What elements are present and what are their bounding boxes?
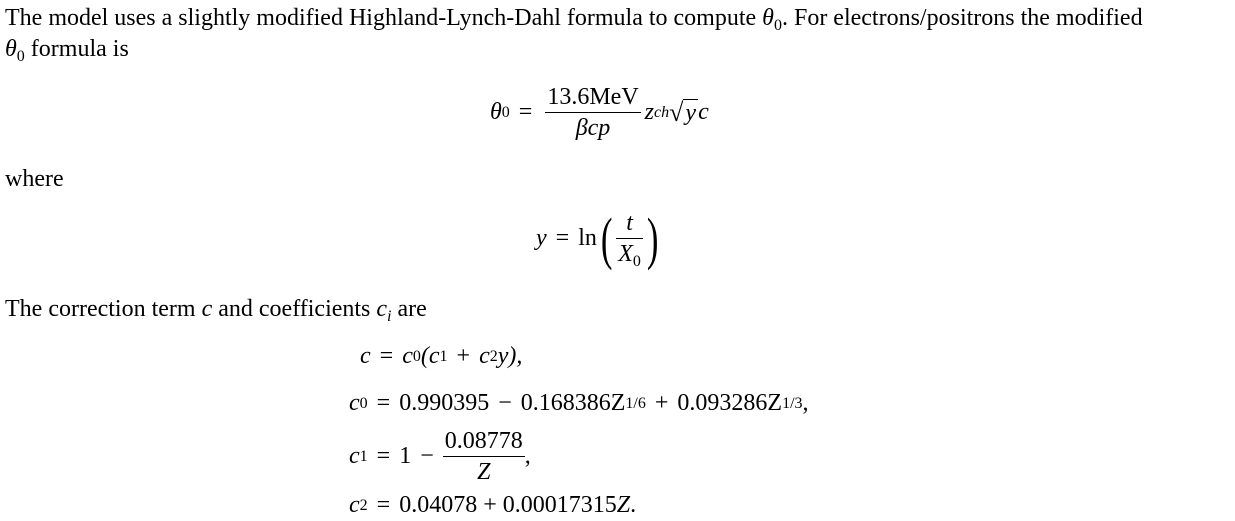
correction-text: The correction term xyxy=(5,296,202,322)
right-paren: ) xyxy=(646,205,659,271)
ci-symbol: c xyxy=(376,296,388,322)
eq-tail: , xyxy=(802,390,809,416)
c-symbol: c xyxy=(201,296,213,322)
c-symbol: c xyxy=(698,99,709,125)
eq-tail: y), xyxy=(497,343,523,369)
theta-symbol: θ xyxy=(5,36,17,62)
equation-c1: c 1 = 1 − $\frac{0.08778}{Z}$ , xyxy=(349,428,531,485)
c-symbol: c xyxy=(402,343,413,369)
minus-sign: − xyxy=(498,390,512,416)
eq-tail: , xyxy=(524,443,531,469)
intro-line-1 xyxy=(5,3,1143,34)
number: 1 xyxy=(399,443,412,469)
equation-c: c = c 0 (c 1 + c 2 y), xyxy=(360,343,523,369)
fraction xyxy=(443,426,525,487)
x-subscript: 0 xyxy=(632,253,641,270)
eq-lhs: c xyxy=(349,443,360,469)
equation-y xyxy=(536,205,662,271)
intro-line-2 xyxy=(5,34,129,65)
number: 0.990395 xyxy=(399,390,490,416)
equals-sign: = xyxy=(518,99,533,125)
c-symbol: c xyxy=(479,343,490,369)
equals-sign: = xyxy=(555,225,570,251)
number: 0.04078 + 0.00017315 xyxy=(399,492,617,518)
minus-sign: − xyxy=(420,443,434,469)
eq-tail: . xyxy=(630,492,637,518)
fraction-numerator: t xyxy=(626,210,633,236)
eq-lhs: θ xyxy=(490,99,502,125)
x-symbol: X xyxy=(618,241,633,267)
intro-text-tail: . For electrons/positrons the modified xyxy=(781,5,1143,31)
correction-line xyxy=(5,294,427,325)
ci-subscript: i xyxy=(387,308,392,325)
fraction xyxy=(545,82,640,143)
eq-lhs: y xyxy=(536,225,547,251)
equation-theta0: θ 0 = $\frac{\text{13.6MeV}}{\text{βcp}}$ z ch √ y c xyxy=(490,84,709,141)
equation-c0: c 0 = 0.990395 − 0.168386Z 1/6 + 0.093286Z 1/3 , xyxy=(349,390,809,416)
where-label xyxy=(5,164,64,195)
intro-text: The model uses a slightly modified Highland-Lynch-Dahl formula to compute xyxy=(5,5,763,31)
c-symbol: (c xyxy=(420,343,440,369)
equals-sign: = xyxy=(376,492,391,518)
fraction-denominator xyxy=(616,239,643,269)
equals-sign: = xyxy=(376,443,391,469)
sqrt-radicand: y xyxy=(685,100,697,126)
equals-sign: = xyxy=(379,343,394,369)
fraction-numerator: 0.08778 xyxy=(444,428,523,454)
theta-subscript: 0 xyxy=(773,17,782,34)
theta-subscript: 0 xyxy=(16,48,25,65)
plus-sign: + xyxy=(456,343,471,369)
z-symbol: Z xyxy=(616,492,631,518)
correction-text: are xyxy=(391,296,427,322)
plus-sign: + xyxy=(654,390,669,416)
eq-lhs: c xyxy=(349,390,360,416)
z-symbol: z xyxy=(644,99,655,125)
fraction-numerator: 13.6MeV xyxy=(547,84,639,110)
left-paren: ( xyxy=(600,205,613,271)
ln-function: ln xyxy=(578,225,597,251)
fraction-denominator: βcp xyxy=(575,115,611,141)
theta-symbol: θ xyxy=(762,5,774,31)
intro-text-tail: formula is xyxy=(24,36,129,62)
sqrt-icon: √ xyxy=(669,98,684,127)
fraction-denominator: Z xyxy=(477,459,491,485)
term: 0.093286Z xyxy=(677,390,783,416)
eq-lhs: c xyxy=(349,492,360,518)
term: 0.168386Z xyxy=(520,390,626,416)
equation-c2: c 2 = 0.04078 + 0.00017315 Z . xyxy=(349,492,637,518)
where-text: where xyxy=(5,166,64,192)
square-root xyxy=(669,99,698,126)
eq-lhs: c xyxy=(360,343,371,369)
correction-text: and coefficients xyxy=(212,296,377,322)
fraction xyxy=(616,208,643,269)
equals-sign: = xyxy=(376,390,391,416)
